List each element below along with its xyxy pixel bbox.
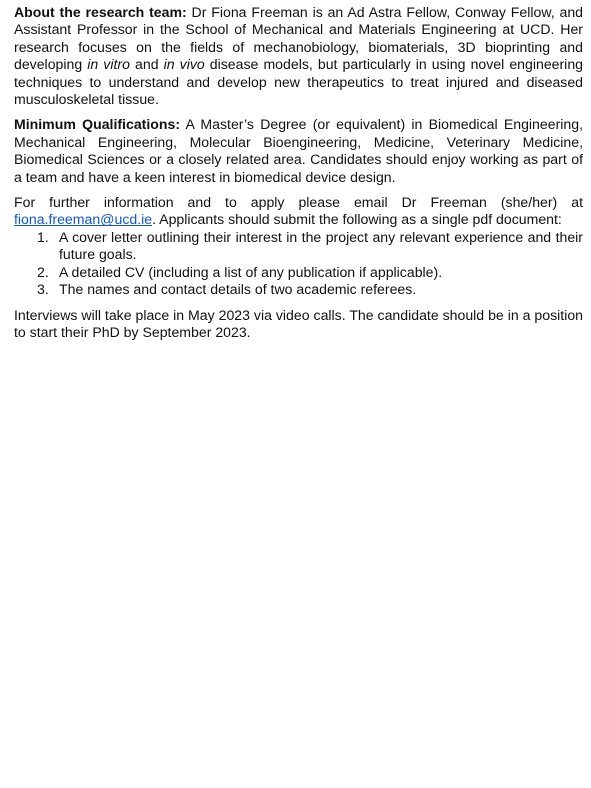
in-vivo-term: in vivo	[163, 56, 205, 73]
research-team-text: Dr Fiona Freeman is an Ad Astra Fellow, Conway Fellow, and Assistant Professor in the School of Mechanical and Materials Engineering at UCD. Her research focuses on the fields of mechanobiology, biomaterials, 3D bioprinting and developing	[14, 4, 584, 73]
research-team-text-connector: and	[129, 56, 164, 73]
qualifications-heading: Minimum Qualifications:	[14, 116, 181, 133]
document-page	[14, 4, 583, 349]
application-requirements-list	[14, 229, 583, 299]
interviews-text: Interviews will take place in May 2023 via video calls. The candidate should be in a position to start their PhD by September 2023.	[14, 306, 583, 340]
apply-paragraph	[14, 194, 583, 229]
list-item-number: 1.	[37, 228, 49, 245]
list-item	[37, 281, 583, 298]
qualifications-text: A Master’s Degree (or equivalent) in Biomedical Engineering, Mechanical Engineering, Molecular Bioengineering, Medicine, Veterinary Medicine, Biomedical Sciences or a closely related area. Candidates should enjoy working as part of a team and have a keen interest in biomedical device design.	[14, 116, 583, 185]
apply-text-end: . Applicants should submit the following as a single pdf document:	[152, 211, 562, 228]
qualifications-paragraph	[14, 116, 583, 186]
apply-text: For further information and to apply please email Dr Freeman (she/her) at	[14, 194, 583, 211]
list-item	[37, 228, 583, 264]
list-item	[37, 263, 583, 281]
list-item-text: A cover letter outlining their interest in the project any relevant experience and their future goals.	[59, 228, 583, 263]
in-vitro-term: in vitro	[87, 56, 130, 73]
research-team-paragraph	[14, 4, 583, 108]
research-team-heading: About the research team:	[14, 4, 187, 20]
list-item-text: The names and contact details of two academic referees.	[59, 281, 417, 298]
list-item-number: 2.	[37, 263, 49, 280]
research-team-text-end: disease models, but particularly in using novel engineering techniques to understand and develop new therapeutics to treat injured and diseased musculoskeletal tissue.	[14, 56, 583, 108]
list-item-number: 3.	[37, 281, 49, 298]
list-item-text: A detailed CV (including a list of any publication if applicable).	[59, 263, 443, 280]
email-link[interactable]: fiona.freeman@ucd.ie	[14, 211, 153, 228]
interviews-paragraph	[14, 307, 583, 342]
